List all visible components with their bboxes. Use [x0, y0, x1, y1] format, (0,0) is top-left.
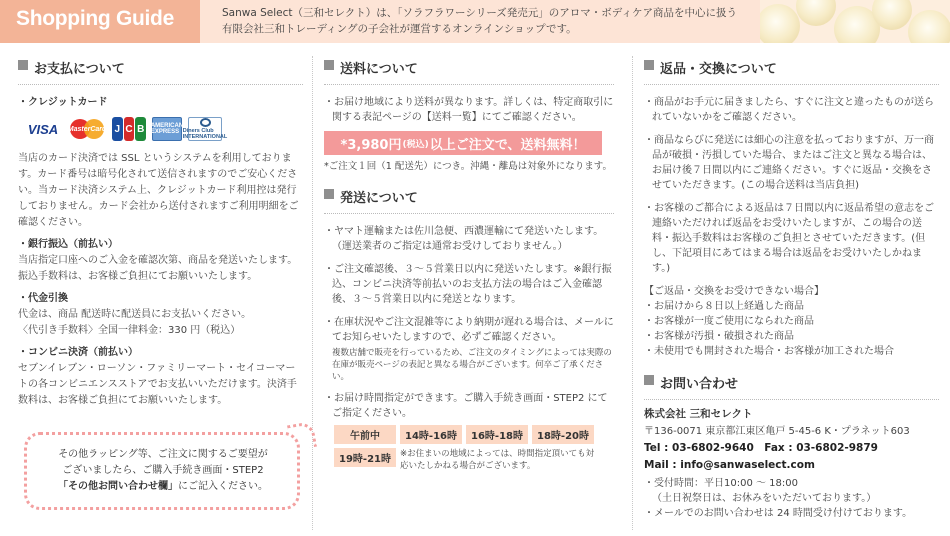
other-inquiry-field-label: 「その他お問い合わせ欄」 — [58, 481, 178, 492]
time-slot: 19時-21時 — [334, 448, 396, 467]
delivery-item-3-note: 複数店舗で販売を行っているため、ご注文のタイミングによっては実際の在庫が販売ページの表記と異なる場合がございます。何卒ご了承ください。 — [332, 348, 612, 382]
amex-logo-icon: AMERICAN EXPRESS — [152, 117, 182, 141]
convenience-store-heading: ・コンビニ決済（前払い） — [18, 347, 138, 358]
cod-heading: ・代金引換 — [18, 293, 68, 304]
returns-section — [644, 58, 939, 521]
time-slot: 14時-16時 — [400, 425, 462, 444]
shipping-fee-section-title: 送料について — [324, 58, 614, 85]
company-address: 〒136-0071 東京都江東区亀戸 5-45-6 K・プラネット603 — [644, 426, 910, 437]
bank-transfer-heading: ・銀行振込（前払い） — [18, 239, 118, 250]
intro-line-1: Sanwa Select（三和セレクト）は、「ソラフラワーシリーズ発売元」のアロマ・ボディケア商品を中心に扱う — [222, 7, 737, 19]
delivery-item-4: ・お届け時間指定ができます。ご購入手続き画面・STEP2 にてご指定ください。 — [324, 393, 608, 419]
shipping-fee-section — [324, 58, 614, 472]
wrapping-request-note: その他ラッピング等、ご注文に関するご要望が ございましたら、ご購入手続き画面・STEP2 「その他お問い合わせ欄」にご記入ください。 — [24, 432, 300, 510]
phone-fax: Tel : 03-6802-9640 Fax : 03-6802-9879 — [644, 442, 878, 454]
intro-line-2: 有限会社三和トレーディングの子会社が運営するオンラインショップです。 — [222, 23, 577, 35]
square-bullet-icon — [324, 189, 334, 199]
column-divider — [632, 56, 633, 530]
jcb-logo-icon: J C B — [112, 117, 146, 141]
contact-section-title: お問い合わせ — [644, 373, 939, 400]
delivery-section-title: 発送について — [324, 187, 614, 214]
email-address-link[interactable]: Mail : info@sanwaselect.com — [644, 459, 815, 471]
card-brand-logos — [24, 117, 303, 143]
returns-exception-item: ・お客様が一度ご使用になられた商品 — [644, 316, 814, 327]
mastercard-logo-icon: MasterCard — [68, 117, 106, 141]
business-hours-note: （土日祝祭日は、お休みをいただいております。） — [652, 493, 877, 504]
square-bullet-icon — [644, 375, 654, 385]
delivery-item-1: ・ヤマト運輸または佐川急便、西濃運輸にて発送いたします。（運送業者のご指定は通常お受けしておりません。） — [324, 226, 604, 252]
returns-exception-item: ・未使用でも開封された場合・お客様が加工された場合 — [644, 346, 894, 357]
column-divider — [312, 56, 313, 530]
convenience-store-text: セブンイレブン・ローソン・ファミリーマート・セイコーマートの各コンビニエンスストアでお支払いいただけます。決済手数料は、お客様ご負担にてお願いいたします。 — [18, 363, 297, 406]
flower-decoration-image — [760, 0, 950, 43]
time-slot: 午前中 — [334, 425, 396, 444]
square-bullet-icon — [644, 60, 654, 70]
payment-section-title: お支払について — [18, 58, 303, 85]
delivery-time-slots — [334, 425, 604, 472]
delivery-item-3: ・在庫状況やご注文混雑等により納期が遅れる場合は、メールにてお知らせいたしますので、必ずご確認ください。 — [324, 317, 614, 343]
header-band — [0, 0, 950, 43]
square-bullet-icon — [324, 60, 334, 70]
returns-item-1: ・商品がお手元に届きましたら、すぐに注文と違ったものが送られていないかをご確認ください。 — [644, 97, 934, 123]
time-slot-note: ※お住まいの地域によっては、時間指定頂いても対応いたしかねる場合がございます。 — [400, 449, 595, 471]
company-name: 株式会社 三和セレクト — [644, 408, 753, 420]
shipping-fee-note: *ご注文１回（1 配送先）につき。沖縄・離島は対象外になります。 — [324, 161, 612, 172]
bank-transfer-text: 当店指定口座へのご入金を確認次第、商品を発送いたします。振込手数料は、お客様ご負担にてお願いいたします。 — [18, 255, 298, 282]
square-bullet-icon — [18, 60, 28, 70]
returns-item-2: ・商品ならびに発送には細心の注意を払っておりますが、万一商品が破損・汚損していた場合、またはご注文と異なる場合は、お届け後７日間以内にご連絡ください。すぐに返品・交換をさせていただきます。(この場合送料は当店負担) — [644, 135, 934, 191]
time-slot: 16時-18時 — [466, 425, 528, 444]
diners-club-logo-icon: Diners Club INTERNATIONAL — [188, 117, 222, 141]
returns-exception-item: ・お客様が汚損・破損された商品 — [644, 331, 794, 342]
free-shipping-banner: *3,980円 (税込) 以上ご注文で、送料無料！ — [324, 131, 602, 155]
returns-exceptions-heading: 【ご返品・交換をお受けできない場合】 — [644, 286, 824, 297]
payment-section — [18, 58, 303, 409]
business-hours: ・受付時間：平日10:00 ～ 18:00 — [644, 478, 798, 489]
email-hours: ・メールでのお問い合わせは 24 時間受け付けております。 — [644, 508, 913, 519]
page-title: Shopping Guide — [16, 7, 174, 30]
credit-card-text: 当店のカード決済では SSL というシステムを利用しております。カード番号は暗号化されて送信されますのでご安心ください。当カード決済システム上、クレジットカード利用控は発行しておりません。カード会社から送付されますご利用明細をご確認ください。 — [18, 153, 299, 228]
returns-section-title: 返品・交換について — [644, 58, 939, 85]
returns-item-3: ・お客様のご都合による返品は７日間以内に返品希望の意志をご連絡いただければ返品をお受けいたしますが、この場合の送料・振込手数料はお客様のご負担とさせていただきます。(但し、下記項目にあてはまる場合は返品をお受けいたしかねます。) — [644, 203, 934, 274]
shipping-fee-text: ・お届け地域により送料が異なります。詳しくは、特定商取引に関する表記ページの【送料一覧】にてご確認ください。 — [324, 97, 614, 123]
intro-text — [222, 5, 762, 37]
time-slot: 18時-20時 — [532, 425, 594, 444]
cod-text-1: 代金は、商品 配送時に配送員にお支払いください。 — [18, 309, 252, 320]
credit-card-heading: ・クレジットカード — [18, 97, 108, 108]
cod-text-2: 〈代引き手数料〉全国一律料金：330 円（税込） — [18, 325, 241, 336]
delivery-item-2: ・ご注文確認後、３～５営業日以内に発送いたします。※銀行振込、コンビニ決済等前払いのお支払方法の場合はご入金確認後、３～５営業日以内に発送となります。 — [324, 264, 612, 305]
returns-exception-item: ・お届けから８日以上経過した商品 — [644, 301, 804, 312]
title-band — [0, 0, 200, 43]
visa-logo-icon: VISA — [27, 121, 59, 137]
